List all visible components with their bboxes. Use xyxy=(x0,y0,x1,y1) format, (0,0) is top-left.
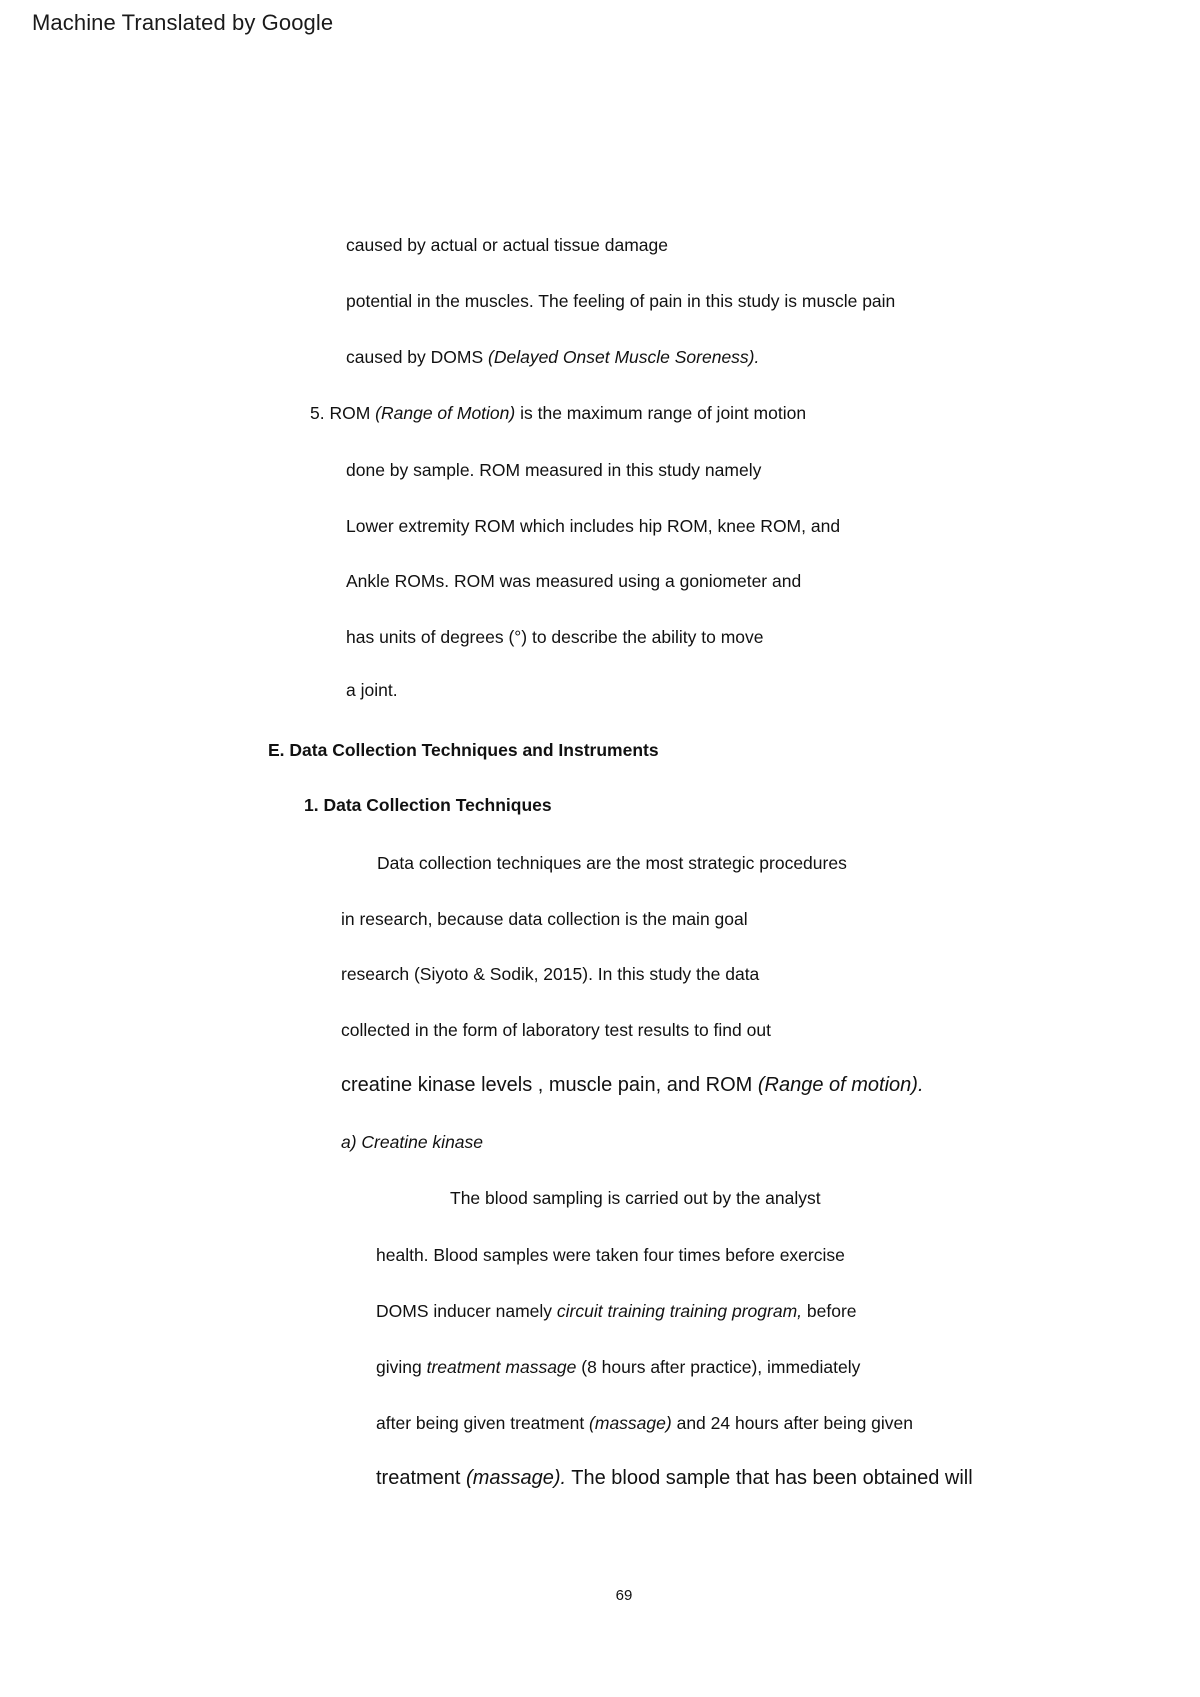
text-line xyxy=(346,678,398,702)
section-heading xyxy=(268,738,659,762)
text-segment: research (Siyoto & Sodik, 2015). In this study the data xyxy=(341,964,760,984)
italic-text: (massage) xyxy=(589,1413,672,1433)
text-segment: The blood sampling is carried out by the analyst xyxy=(450,1188,821,1208)
text-segment: Data collection techniques are the most strategic procedures xyxy=(377,853,847,873)
machine-translation-banner: Machine Translated by Google xyxy=(32,10,334,35)
text-segment: before xyxy=(802,1301,857,1321)
sub-heading-creatine-kinase xyxy=(341,1130,483,1154)
text-segment: after being given treatment xyxy=(376,1413,590,1433)
text-segment: 5. ROM xyxy=(310,403,376,423)
italic-text: a) Creatine kinase xyxy=(341,1132,484,1152)
text-line xyxy=(346,569,801,593)
text-line xyxy=(341,1018,771,1042)
text-line xyxy=(346,345,759,369)
text-line xyxy=(376,1243,845,1267)
text-segment: giving xyxy=(376,1357,427,1377)
italic-text: (Range of Motion) xyxy=(375,403,516,423)
list-item xyxy=(310,401,806,425)
text-segment: E. Data Collection Techniques and Instruments xyxy=(268,740,659,760)
text-line xyxy=(346,514,840,538)
page-number: 69 xyxy=(615,1587,633,1604)
italic-text: circuit training training program, xyxy=(556,1301,803,1321)
text-segment: caused by actual or actual tissue damage xyxy=(346,235,668,255)
text-line xyxy=(346,289,895,313)
italic-text: (Range of motion). xyxy=(757,1074,924,1096)
text-segment: in research, because data collection is the main goal xyxy=(341,909,748,929)
text-line xyxy=(376,1411,913,1435)
text-segment: caused by DOMS xyxy=(346,347,488,367)
text-line xyxy=(376,1299,857,1323)
text-segment: and 24 hours after being given xyxy=(671,1413,914,1433)
italic-text: (Delayed Onset Muscle Soreness). xyxy=(488,347,760,367)
text-line xyxy=(346,458,761,482)
text-segment: creatine kinase levels , muscle pain, and ROM xyxy=(341,1074,758,1096)
text-segment: a joint. xyxy=(346,680,398,700)
text-segment: DOMS inducer namely xyxy=(376,1301,557,1321)
text-segment: is the maximum range of joint motion xyxy=(515,403,807,423)
text-segment: has units of degrees (°) to describe the ability to move xyxy=(346,627,764,647)
text-line xyxy=(450,1186,821,1210)
italic-text: treatment massage xyxy=(426,1357,577,1377)
text-segment: The blood sample that has been obtained will xyxy=(566,1467,973,1489)
text-line xyxy=(377,851,847,875)
text-line xyxy=(346,233,668,257)
subsection-heading xyxy=(304,793,552,817)
text-line xyxy=(341,907,748,931)
text-line xyxy=(376,1466,973,1490)
text-line xyxy=(341,962,759,986)
text-segment: health. Blood samples were taken four times before exercise xyxy=(376,1245,845,1265)
text-segment: treatment xyxy=(376,1467,467,1489)
text-segment: (8 hours after practice), immediately xyxy=(576,1357,861,1377)
text-segment: potential in the muscles. The feeling of pain in this study is muscle pain xyxy=(346,291,896,311)
text-segment: Lower extremity ROM which includes hip ROM, knee ROM, and xyxy=(346,516,841,536)
text-line xyxy=(376,1355,860,1379)
italic-text: (massage). xyxy=(466,1467,567,1489)
text-segment: collected in the form of laboratory test results to find out xyxy=(341,1020,771,1040)
text-line xyxy=(346,625,764,649)
text-line xyxy=(341,1073,924,1097)
text-segment: 1. Data Collection Techniques xyxy=(304,795,552,815)
text-segment: done by sample. ROM measured in this study namely xyxy=(346,460,762,480)
text-segment: Ankle ROMs. ROM was measured using a goniometer and xyxy=(346,571,802,591)
